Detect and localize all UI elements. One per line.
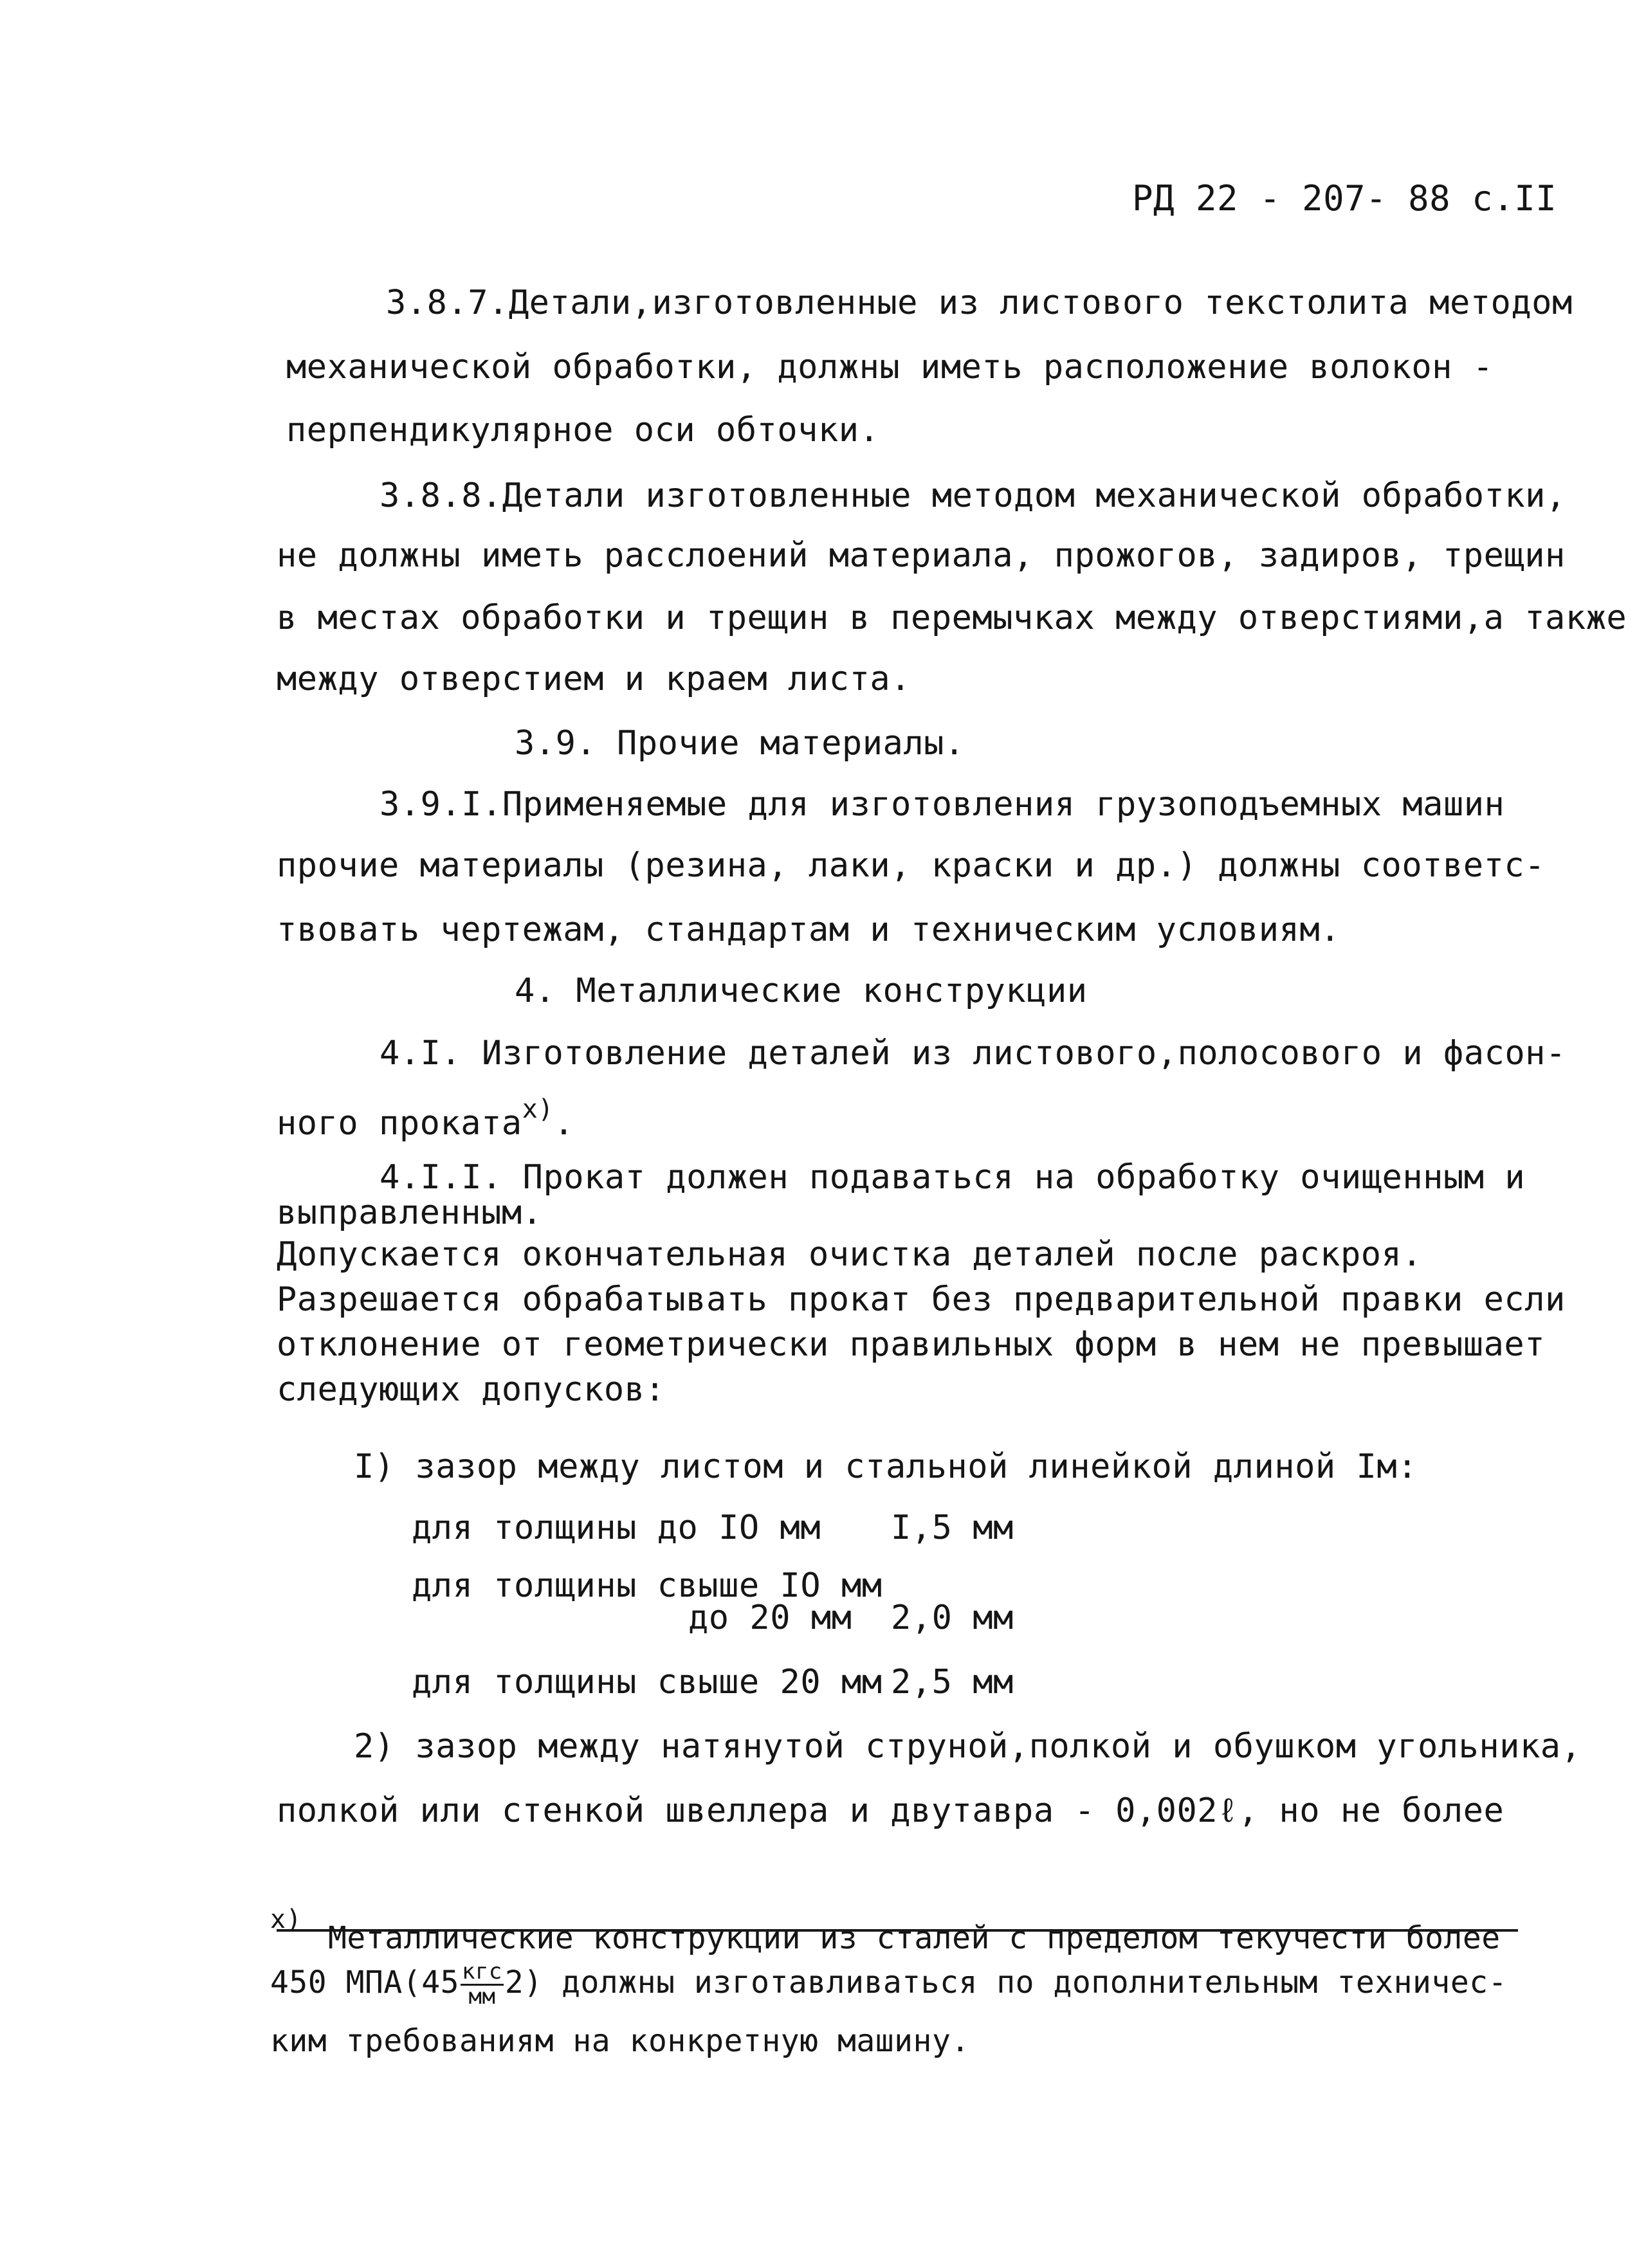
text-line: ким требованиям на конкретную машину. (270, 2023, 970, 2059)
tolerance-label: для толщины до IO мм (412, 1509, 821, 1547)
tolerance-value: 2,0 мм (891, 1599, 1014, 1637)
unit-fraction (461, 1958, 504, 2009)
text-line: отклонение от геометрически правильных форм в нем не превышает (277, 1325, 1546, 1364)
text-line: твовать чертежам, стандартам и техническим условиям. (277, 911, 1340, 949)
tolerance-value: I,5 мм (891, 1509, 1014, 1547)
text-line: 4.I.I. Прокат должен подаваться на обработку очищенным и (380, 1158, 1526, 1197)
text-span: 450 МПА(45 (270, 1964, 459, 2000)
text-line: выправленным. (277, 1193, 543, 1232)
text-span: . (553, 1104, 574, 1143)
text-line: 4.I. Изготовление деталей из листового,полосового и фасон- (380, 1034, 1566, 1073)
fraction-numerator: кгс (461, 1958, 502, 1984)
text-line: в местах обработки и трещин в перемычках между отверстиями,а также (277, 599, 1627, 637)
text-line: 3.8.7.Детали,изготовленные из листового текстолита методом (386, 284, 1573, 322)
text-line: Разрешается обрабатывать прокат без предварительной правки если (277, 1280, 1566, 1319)
text-line: не должны иметь расслоений материала, прожогов, задиров, трещин (277, 536, 1566, 575)
text-line: следующих допусков: (277, 1370, 666, 1409)
text-line: Допускается окончательная очистка деталей после раскроя. (277, 1235, 1423, 1274)
text-line: 3.8.8.Детали изготовленные методом механической обработки, (380, 476, 1566, 515)
text-line: 3.9.I.Применяемые для изготовления грузоподъемных машин (380, 785, 1505, 824)
list-item-1: I) зазор между листом и стальной линейкой длиной Iм: (354, 1447, 1418, 1486)
text-line: полкой или стенкой швеллера и двутавра - 0,002ℓ, но не более (277, 1792, 1504, 1830)
text-line: Металлические конструкции из сталей с пределом текучести более (328, 1920, 1501, 1956)
tolerance-value: 2,5 мм (891, 1663, 1014, 1701)
text-span: ного проката (277, 1104, 522, 1143)
text-line (270, 1958, 1507, 2008)
text-span: 2) должны изготавливаться по дополнительным техничес- (504, 1964, 1508, 2000)
tolerance-label: до 20 мм (688, 1599, 852, 1637)
tolerance-label: для толщины свыше 20 мм (412, 1663, 883, 1701)
fraction-denominator: мм (468, 1983, 496, 2009)
page-header: РД 22 - 207- 88 с.II (1132, 178, 1557, 219)
section-heading-4: 4. Металлические конструкции (515, 972, 1088, 1010)
text-line: между отверстием и краем листа. (277, 660, 911, 698)
text-line (277, 1094, 574, 1143)
footnote-mark: х) (270, 1905, 302, 1934)
text-line: перпендикулярное оси обточки. (286, 411, 880, 449)
text-line: прочие материалы (резина, лаки, краски и др.) должны соответс- (277, 846, 1546, 885)
text-line: механической обработки, должны иметь расположение волокон - (286, 348, 1494, 386)
text-line: 2) зазор между натянутой струной,полкой и обушком угольника, (354, 1727, 1582, 1766)
section-heading-3-9: 3.9. Прочие материалы. (515, 724, 965, 763)
footnote-reference: х) (522, 1094, 554, 1124)
tolerance-label: для толщины свыше IO мм (412, 1566, 883, 1605)
